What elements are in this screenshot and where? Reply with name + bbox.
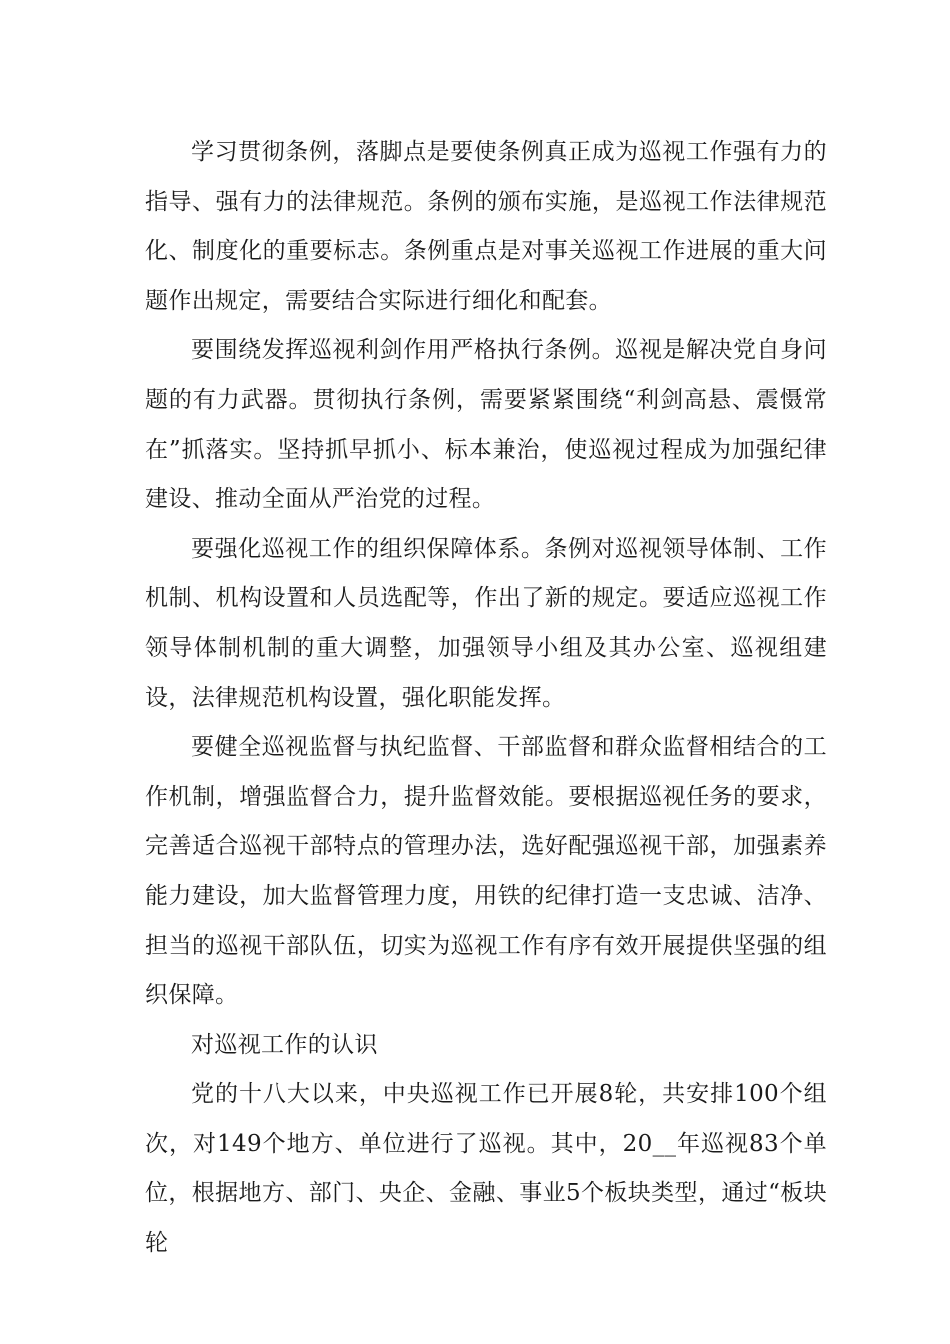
paragraph-organizational-guarantee: 要强化巡视工作的组织保障体系。条例对巡视领导体制、工作机制、机构设置和人员选配等，作出了新的规定。要适应巡视工作领导体制机制的重大调整，加强领导小组及其办公室、巡视组建设，法律规范机构设置，强化职能发挥。 <box>145 535 827 711</box>
section-heading: 对巡视工作的认识 <box>191 1031 378 1058</box>
document-body <box>145 128 827 1269</box>
paragraph-implement-regulations: 学习贯彻条例，落脚点是要使条例真正成为巡视工作强有力的指导、强有力的法律规范。条例的颁布实施，是巡视工作法律规范化、制度化的重要标志。条例重点是对事关巡视工作进展的重大问题作出规定，需要结合实际进行细化和配套。 <box>145 139 827 314</box>
paragraph-supervision-mechanism: 要健全巡视监督与执纪监督、干部监督和群众监督相结合的工作机制，增强监督合力，提升监督效能。要根据巡视任务的要求，完善适合巡视干部特点的管理办法，选好配强巡视干部，加强素养能力建设，加大监督管理力度，用铁的纪律打造一支忠诚、洁净、担当的巡视干部队伍，切实为巡视工作有序有效开展提供坚强的组织保障。 <box>145 734 827 1009</box>
paragraph-inspection-overview: 党的十八大以来，中央巡视工作已开展8轮，共安排100个组次，对149个地方、单位进行了巡视。其中，20__年巡视83个单位，根据地方、部门、央企、金融、事业5个板块类型，通过“板块轮 <box>145 1081 827 1257</box>
paragraph-inspection-sword: 要围绕发挥巡视利剑作用严格执行条例。巡视是解决党自身问题的有力武器。贯彻执行条例，需要紧紧围绕“利剑高悬、震慑常在”抓落实。坚持抓早抓小、标本兼治，使巡视过程成为加强纪律建设、推动全面从严治党的过程。 <box>145 337 827 513</box>
